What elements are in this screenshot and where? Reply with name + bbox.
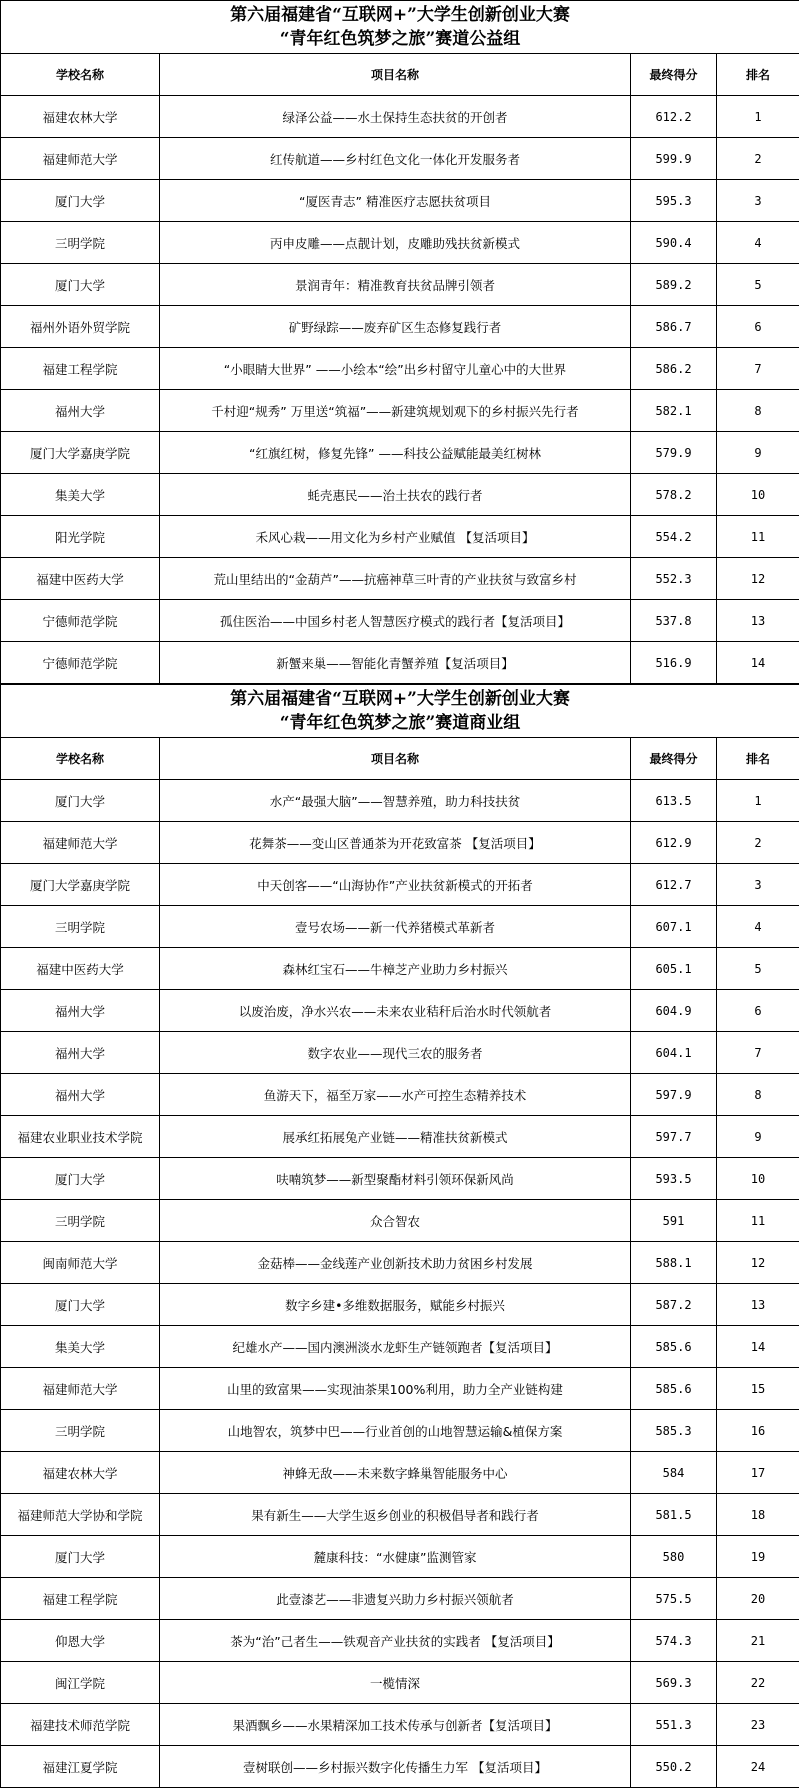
school-cell: 厦门大学 [1, 1284, 160, 1326]
school-cell: 厦门大学 [1, 780, 160, 822]
rank-cell: 10 [717, 1158, 799, 1200]
table-body [1, 780, 799, 1788]
school-cell: 厦门大学嘉庚学院 [1, 864, 160, 906]
table-row [1, 1494, 799, 1536]
table-row [1, 96, 799, 138]
school-cell: 集美大学 [1, 1326, 160, 1368]
project-cell: 荒山里结出的“金葫芦”——抗癌神草三叶青的产业扶贫与致富乡村 [160, 558, 631, 600]
school-cell: 集美大学 [1, 474, 160, 516]
school-cell: 福建农林大学 [1, 96, 160, 138]
rank-cell: 24 [717, 1746, 799, 1788]
rank-cell: 9 [717, 1116, 799, 1158]
school-cell: 福建工程学院 [1, 348, 160, 390]
score-cell: 516.9 [631, 642, 717, 684]
project-cell: 山地智农，筑梦中巴——行业首创的山地智慧运输&植保方案 [160, 1410, 631, 1452]
table-row [1, 1116, 799, 1158]
school-cell: 仰恩大学 [1, 1620, 160, 1662]
school-cell: 厦门大学 [1, 264, 160, 306]
school-cell: 福州大学 [1, 390, 160, 432]
table-row [1, 780, 799, 822]
table-row [1, 558, 799, 600]
score-cell: 578.2 [631, 474, 717, 516]
project-cell: 红传航道——乡村红色文化一体化开发服务者 [160, 138, 631, 180]
score-cell: 599.9 [631, 138, 717, 180]
table-row [1, 222, 799, 264]
school-cell: 福州大学 [1, 1074, 160, 1116]
project-cell: 众合智农 [160, 1200, 631, 1242]
project-cell: 此壹漆艺——非遗复兴助力乡村振兴领航者 [160, 1578, 631, 1620]
school-cell: 福建师范大学 [1, 138, 160, 180]
rank-cell: 22 [717, 1662, 799, 1704]
school-cell: 阳光学院 [1, 516, 160, 558]
score-cell: 589.2 [631, 264, 717, 306]
score-cell: 569.3 [631, 1662, 717, 1704]
rank-cell: 19 [717, 1536, 799, 1578]
school-cell: 三明学院 [1, 906, 160, 948]
score-cell: 575.5 [631, 1578, 717, 1620]
title-line-1: 第六届福建省“互联网+”大学生创新创业大赛 [230, 5, 570, 25]
title-line-2: “青年红色筑梦之旅”赛道公益组 [279, 29, 521, 49]
table-row [1, 516, 799, 558]
school-cell: 闽江学院 [1, 1662, 160, 1704]
rank-cell: 9 [717, 432, 799, 474]
score-cell: 585.6 [631, 1326, 717, 1368]
project-cell: “小眼睛大世界” ——小绘本“绘”出乡村留守儿童心中的大世界 [160, 348, 631, 390]
rank-cell: 8 [717, 390, 799, 432]
project-cell: 新蟹来巢——智能化青蟹养殖【复活项目】 [160, 642, 631, 684]
header-project: 项目名称 [160, 738, 631, 780]
table-body [1, 96, 799, 684]
table-row [1, 264, 799, 306]
table-row [1, 1074, 799, 1116]
school-cell: 福州外语外贸学院 [1, 306, 160, 348]
rank-cell: 18 [717, 1494, 799, 1536]
school-cell: 福建江夏学院 [1, 1746, 160, 1788]
school-cell: 福建技术师范学院 [1, 1704, 160, 1746]
school-cell: 厦门大学嘉庚学院 [1, 432, 160, 474]
table-row [1, 1284, 799, 1326]
rank-cell: 1 [717, 780, 799, 822]
score-cell: 550.2 [631, 1746, 717, 1788]
table-row [1, 1326, 799, 1368]
score-cell: 554.2 [631, 516, 717, 558]
rank-cell: 1 [717, 96, 799, 138]
project-cell: 金菇棒——金线莲产业创新技术助力贫困乡村发展 [160, 1242, 631, 1284]
project-cell: “厦医青志” 精准医疗志愿扶贫项目 [160, 180, 631, 222]
header-score: 最终得分 [631, 738, 717, 780]
table-row [1, 864, 799, 906]
score-cell: 588.1 [631, 1242, 717, 1284]
table-row [1, 1368, 799, 1410]
project-cell: 丙申皮雕——点靓计划，皮雕助残扶贫新模式 [160, 222, 631, 264]
table-row [1, 432, 799, 474]
project-cell: 麓康科技：“水健康”监测管家 [160, 1536, 631, 1578]
project-cell: 壹号农场——新一代养猪模式革新者 [160, 906, 631, 948]
table-row [1, 1242, 799, 1284]
school-cell: 福建农业职业技术学院 [1, 1116, 160, 1158]
header-row [1, 738, 799, 780]
rank-cell: 15 [717, 1368, 799, 1410]
rank-cell: 12 [717, 558, 799, 600]
rank-cell: 3 [717, 180, 799, 222]
commercial-table [0, 684, 799, 1788]
project-cell: 一榄情深 [160, 1662, 631, 1704]
table-row [1, 990, 799, 1032]
school-cell: 宁德师范学院 [1, 642, 160, 684]
rank-cell: 4 [717, 906, 799, 948]
table-row [1, 1662, 799, 1704]
project-cell: 果有新生——大学生返乡创业的积极倡导者和践行者 [160, 1494, 631, 1536]
score-cell: 579.9 [631, 432, 717, 474]
table-title-row [1, 1, 799, 54]
public-welfare-table [0, 0, 799, 684]
rank-cell: 11 [717, 516, 799, 558]
rank-cell: 13 [717, 1284, 799, 1326]
school-cell: 厦门大学 [1, 1158, 160, 1200]
rank-cell: 10 [717, 474, 799, 516]
rank-cell: 6 [717, 990, 799, 1032]
header-school: 学校名称 [1, 54, 160, 96]
score-cell: 604.1 [631, 1032, 717, 1074]
project-cell: 花舞茶——变山区普通茶为开花致富茶 【复活项目】 [160, 822, 631, 864]
table-row [1, 1704, 799, 1746]
rank-cell: 7 [717, 1032, 799, 1074]
header-score: 最终得分 [631, 54, 717, 96]
score-cell: 581.5 [631, 1494, 717, 1536]
table-row [1, 1620, 799, 1662]
rank-cell: 6 [717, 306, 799, 348]
score-cell: 590.4 [631, 222, 717, 264]
rank-cell: 2 [717, 822, 799, 864]
score-cell: 605.1 [631, 948, 717, 990]
header-school: 学校名称 [1, 738, 160, 780]
rank-cell: 11 [717, 1200, 799, 1242]
table-row [1, 1536, 799, 1578]
project-cell: 禾风心栽——用文化为乡村产业赋值 【复活项目】 [160, 516, 631, 558]
table-title [1, 685, 799, 738]
school-cell: 福建师范大学 [1, 822, 160, 864]
score-cell: 591 [631, 1200, 717, 1242]
table-row [1, 1032, 799, 1074]
score-cell: 587.2 [631, 1284, 717, 1326]
project-cell: 壹树联创——乡村振兴数字化传播生力军 【复活项目】 [160, 1746, 631, 1788]
score-cell: 586.2 [631, 348, 717, 390]
score-cell: 551.3 [631, 1704, 717, 1746]
rank-cell: 16 [717, 1410, 799, 1452]
school-cell: 福州大学 [1, 990, 160, 1032]
project-cell: 以废治废，净水兴农——未来农业秸秆后治水时代领航者 [160, 990, 631, 1032]
project-cell: 千村迎“规秀” 万里送“筑福”——新建筑规划观下的乡村振兴先行者 [160, 390, 631, 432]
project-cell: 山里的致富果——实现油茶果100%利用，助力全产业链构建 [160, 1368, 631, 1410]
table-row [1, 1746, 799, 1788]
header-row [1, 54, 799, 96]
table-row [1, 390, 799, 432]
project-cell: 数字农业——现代三农的服务者 [160, 1032, 631, 1074]
project-cell: 森林红宝石——牛樟芝产业助力乡村振兴 [160, 948, 631, 990]
table-row [1, 1410, 799, 1452]
rank-cell: 8 [717, 1074, 799, 1116]
project-cell: 茶为“治”己者生——铁观音产业扶贫的实践者 【复活项目】 [160, 1620, 631, 1662]
table-row [1, 600, 799, 642]
project-cell: 中天创客——“山海协作”产业扶贫新模式的开拓者 [160, 864, 631, 906]
table-row [1, 1578, 799, 1620]
project-cell: “红旗红树，修复先锋” ——科技公益赋能最美红树林 [160, 432, 631, 474]
project-cell: 数字乡建•多维数据服务，赋能乡村振兴 [160, 1284, 631, 1326]
table-row [1, 1452, 799, 1494]
table-row [1, 906, 799, 948]
rank-cell: 17 [717, 1452, 799, 1494]
score-cell: 597.9 [631, 1074, 717, 1116]
project-cell: 纪雄水产——国内澳洲淡水龙虾生产链领跑者【复活项目】 [160, 1326, 631, 1368]
score-cell: 612.9 [631, 822, 717, 864]
score-cell: 585.3 [631, 1410, 717, 1452]
score-cell: 580 [631, 1536, 717, 1578]
title-line-2: “青年红色筑梦之旅”赛道商业组 [279, 713, 521, 733]
school-cell: 福建师范大学 [1, 1368, 160, 1410]
table-row [1, 138, 799, 180]
table-row [1, 822, 799, 864]
rank-cell: 14 [717, 1326, 799, 1368]
score-cell: 574.3 [631, 1620, 717, 1662]
score-cell: 593.5 [631, 1158, 717, 1200]
school-cell: 福建师范大学协和学院 [1, 1494, 160, 1536]
school-cell: 厦门大学 [1, 1536, 160, 1578]
rank-cell: 3 [717, 864, 799, 906]
rank-cell: 7 [717, 348, 799, 390]
score-cell: 612.2 [631, 96, 717, 138]
score-cell: 604.9 [631, 990, 717, 1032]
table-row [1, 348, 799, 390]
school-cell: 厦门大学 [1, 180, 160, 222]
score-cell: 585.6 [631, 1368, 717, 1410]
project-cell: 景润青年：精准教育扶贫品牌引领者 [160, 264, 631, 306]
rank-cell: 4 [717, 222, 799, 264]
school-cell: 闽南师范大学 [1, 1242, 160, 1284]
header-project: 项目名称 [160, 54, 631, 96]
project-cell: 鱼游天下，福至万家——水产可控生态精养技术 [160, 1074, 631, 1116]
project-cell: 蚝壳惠民——治土扶农的践行者 [160, 474, 631, 516]
score-cell: 612.7 [631, 864, 717, 906]
score-cell: 586.7 [631, 306, 717, 348]
school-cell: 三明学院 [1, 1410, 160, 1452]
score-cell: 552.3 [631, 558, 717, 600]
rank-cell: 23 [717, 1704, 799, 1746]
rank-cell: 14 [717, 642, 799, 684]
header-rank: 排名 [717, 738, 799, 780]
school-cell: 福建农林大学 [1, 1452, 160, 1494]
score-cell: 613.5 [631, 780, 717, 822]
school-cell: 三明学院 [1, 222, 160, 264]
table-row [1, 948, 799, 990]
score-cell: 537.8 [631, 600, 717, 642]
project-cell: 呋喃筑梦——新型聚酯材料引领环保新风尚 [160, 1158, 631, 1200]
score-cell: 582.1 [631, 390, 717, 432]
school-cell: 福建中医药大学 [1, 558, 160, 600]
score-cell: 595.3 [631, 180, 717, 222]
rank-cell: 21 [717, 1620, 799, 1662]
table-row [1, 1200, 799, 1242]
project-cell: 神蜂无敌——未来数字蜂巢智能服务中心 [160, 1452, 631, 1494]
project-cell: 绿泽公益——水土保持生态扶贫的开创者 [160, 96, 631, 138]
project-cell: 水产“最强大脑”——智慧养殖，助力科技扶贫 [160, 780, 631, 822]
title-line-1: 第六届福建省“互联网+”大学生创新创业大赛 [230, 689, 570, 709]
school-cell: 三明学院 [1, 1200, 160, 1242]
score-cell: 584 [631, 1452, 717, 1494]
rank-cell: 2 [717, 138, 799, 180]
header-rank: 排名 [717, 54, 799, 96]
rank-cell: 5 [717, 264, 799, 306]
project-cell: 矿野绿踪——废弃矿区生态修复践行者 [160, 306, 631, 348]
table-title-row [1, 685, 799, 738]
table-title [1, 1, 799, 54]
table-row [1, 180, 799, 222]
table-row [1, 1158, 799, 1200]
rank-cell: 5 [717, 948, 799, 990]
score-cell: 607.1 [631, 906, 717, 948]
project-cell: 孤住医治——中国乡村老人智慧医疗模式的践行者【复活项目】 [160, 600, 631, 642]
table-row [1, 474, 799, 516]
score-cell: 597.7 [631, 1116, 717, 1158]
project-cell: 果酒飘乡——水果精深加工技术传承与创新者【复活项目】 [160, 1704, 631, 1746]
table-row [1, 306, 799, 348]
school-cell: 宁德师范学院 [1, 600, 160, 642]
school-cell: 福州大学 [1, 1032, 160, 1074]
rank-cell: 20 [717, 1578, 799, 1620]
rank-cell: 12 [717, 1242, 799, 1284]
school-cell: 福建工程学院 [1, 1578, 160, 1620]
school-cell: 福建中医药大学 [1, 948, 160, 990]
project-cell: 展承红拓展兔产业链——精准扶贫新模式 [160, 1116, 631, 1158]
table-row [1, 642, 799, 684]
rank-cell: 13 [717, 600, 799, 642]
